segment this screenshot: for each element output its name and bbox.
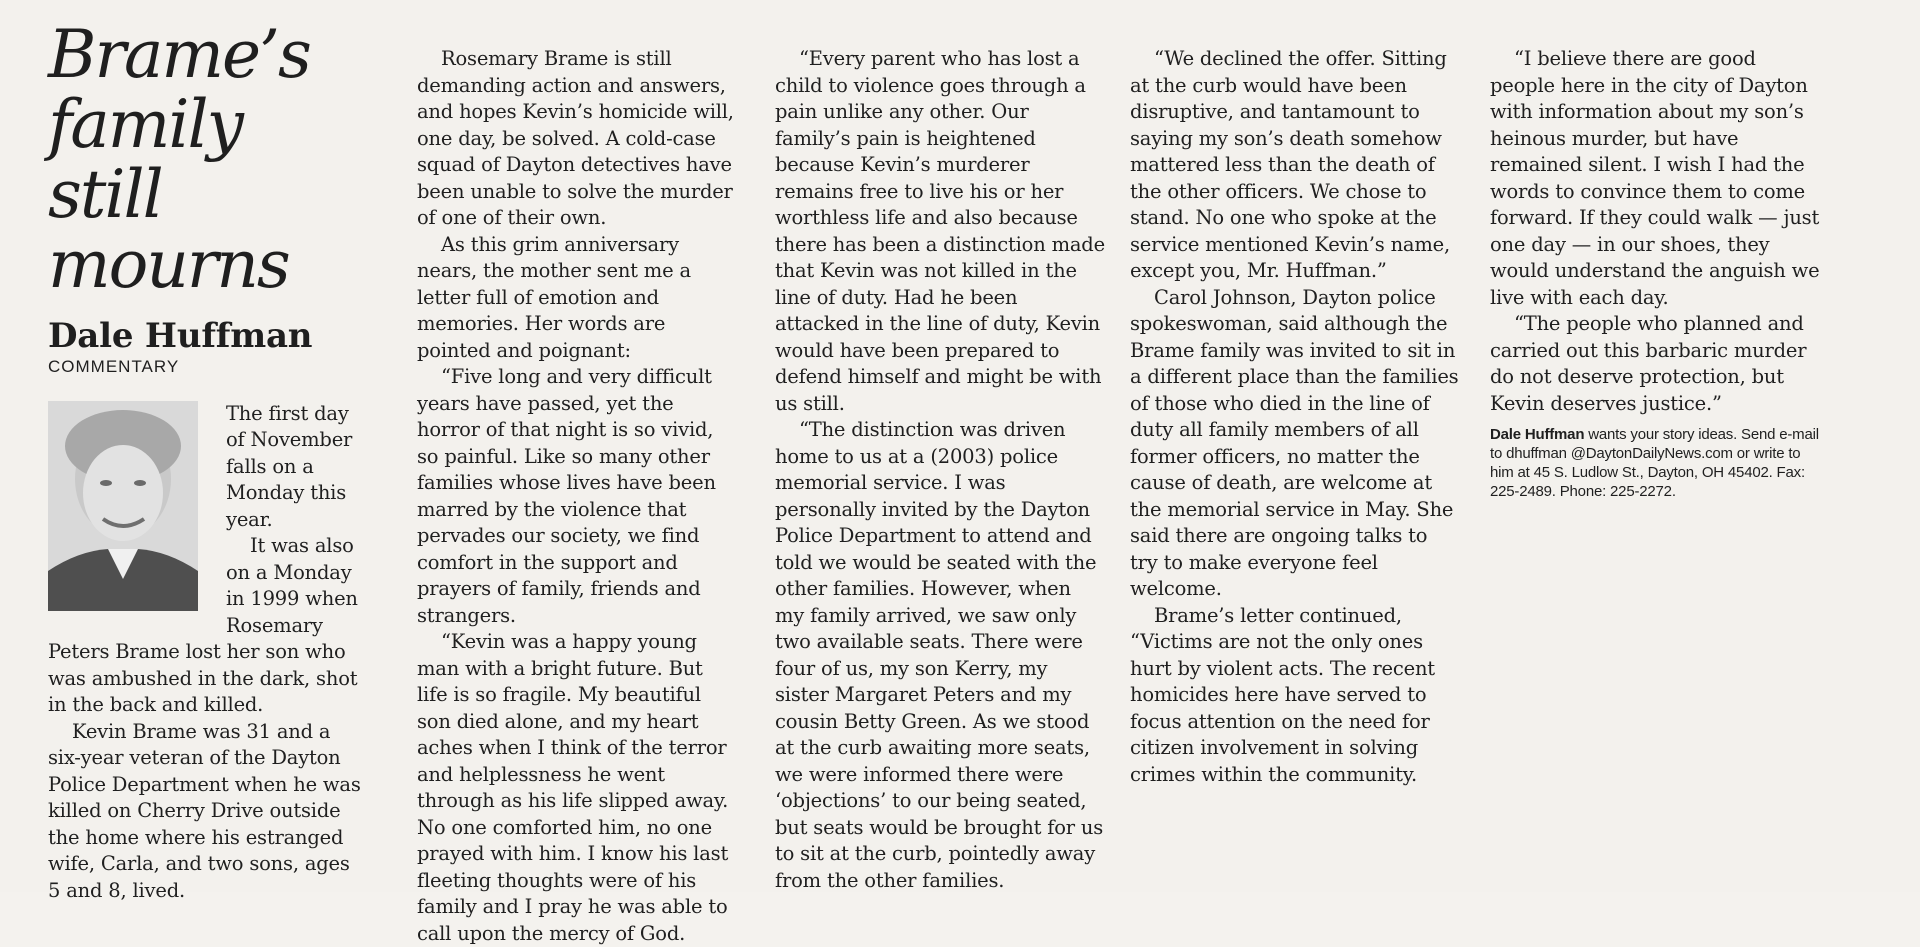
paragraph: Brame’s letter continued, “Victims are not the only ones hurt by violent acts. The recent homicides here have served to focus attention on the need for citizen involvement in solving crimes within the community. (1130, 603, 1435, 786)
paragraph: Carol Johnson, Dayton police spokeswoman, said although the Brame family was invited to sit in a different place than the families of those who died in the line of duty all family members of all former officers, no matter the cause of death, are welcome at the memorial service in May. She said there are ongoing talks to try to make everyone feel welcome. (1130, 285, 1459, 600)
column-2 (417, 46, 737, 947)
paragraph: “Five long and very difficult years have passed, yet the horror of that night is so vivid, so painful. Like so many other families whose lives have been marred by the violence that pervades our society, we find comfort in the support and prayers of family, friends and strangers. (417, 365, 716, 627)
author-photo (48, 401, 198, 611)
paragraph: The first day of November falls on a Monday this year. (226, 401, 353, 531)
paragraph: “We declined the offer. Sitting at the curb would have been disruptive, and tantamount to saying my son’s death somehow mattered less than the death of the other officers. We chose to stand. No one who spoke at the service mentioned Kevin’s name, except you, Mr. Huffman.” (1130, 47, 1450, 282)
paragraph: It was also on a Monday in 1999 when Rosemary Peters Brame lost her son who was ambushed in the dark, shot in the back and killed. (48, 534, 358, 716)
kicker: COMMENTARY (48, 357, 180, 376)
paragraph: “I believe there are good people here in the city of Dayton with information about my son’s heinous murder, but have remained silent. I wish I had the words to convince them to come forward. If they could walk — just one day — in our shoes, they would understand the anguish we live with each day. (1490, 47, 1820, 309)
column-5 (1490, 46, 1820, 501)
paragraph: “Kevin was a happy young man with a bright future. But life is so fragile. My beautiful son died alone, and my heart aches when I think of the terror and helplessness he went through as his life slipped away. No one comforted him, no one prayed with him. I know his last fleeting thoughts were of his family and I pray he was able to call upon the mercy of God. (417, 630, 729, 945)
paragraph: “The people who planned and carried out this barbaric murder do not deserve protection, but Kevin deserves justice.” (1490, 312, 1807, 415)
paragraph: “Every parent who has lost a child to violence goes through a pain unlike any other. Our family’s pain is heightened because Kevin’s murderer remains free to live his or her worthless life and also because there has been a distinction made that Kevin was not killed in the line of duty. Had he been attacked in the line of duty, Kevin would have been prepared to defend himself and might be with us still. (775, 47, 1105, 415)
paragraph: Kevin Brame was 31 and a six-year veteran of the Dayton Police Department when he was killed on Cherry Drive outside the home where his estranged wife, Carla, and two sons, ages 5 and 8, lived. (48, 719, 361, 902)
column-3 (775, 46, 1105, 894)
column-1 (48, 16, 366, 904)
paragraph: “The distinction was driven home to us at a (2003) police memorial service. I was personally invited by the Dayton Police Department to attend and told we would be seated with the other families. However, when my family arrived, we saw only two available seats. There were four of us, my son Kerry, my sister Margaret Peters and my cousin Betty Green. As we stood at the curb awaiting more seats, we were informed there were ‘objections’ to our being seated, but seats would be brought for us to sit at the curb, pointedly away from the other families. (775, 418, 1104, 892)
byline: Dale Huffman (48, 316, 313, 356)
tagline-name: Dale Huffman (1490, 426, 1585, 443)
tagline-text: wants your story ideas. Send e-mail to dhuffman @DaytonDailyNews.com or write to him at 45 S. Ludlow St., Dayton, OH 45402. Fax: 225-2489. Phone: 225-2272. (1490, 426, 1819, 500)
column-4 (1130, 46, 1460, 788)
paragraph: Rosemary Brame is still demanding action and answers, and hopes Kevin’s homicide will, one day, be solved. A cold-case squad of Dayton detectives have been unable to solve the murder of one of their own. (417, 47, 734, 229)
paragraph: As this grim anniversary nears, the mother sent me a letter full of emotion and memories. Her words are pointed and poignant: (417, 232, 691, 362)
headline: Brame’s family still mourns (48, 16, 310, 303)
author-tagline (1490, 425, 1820, 501)
